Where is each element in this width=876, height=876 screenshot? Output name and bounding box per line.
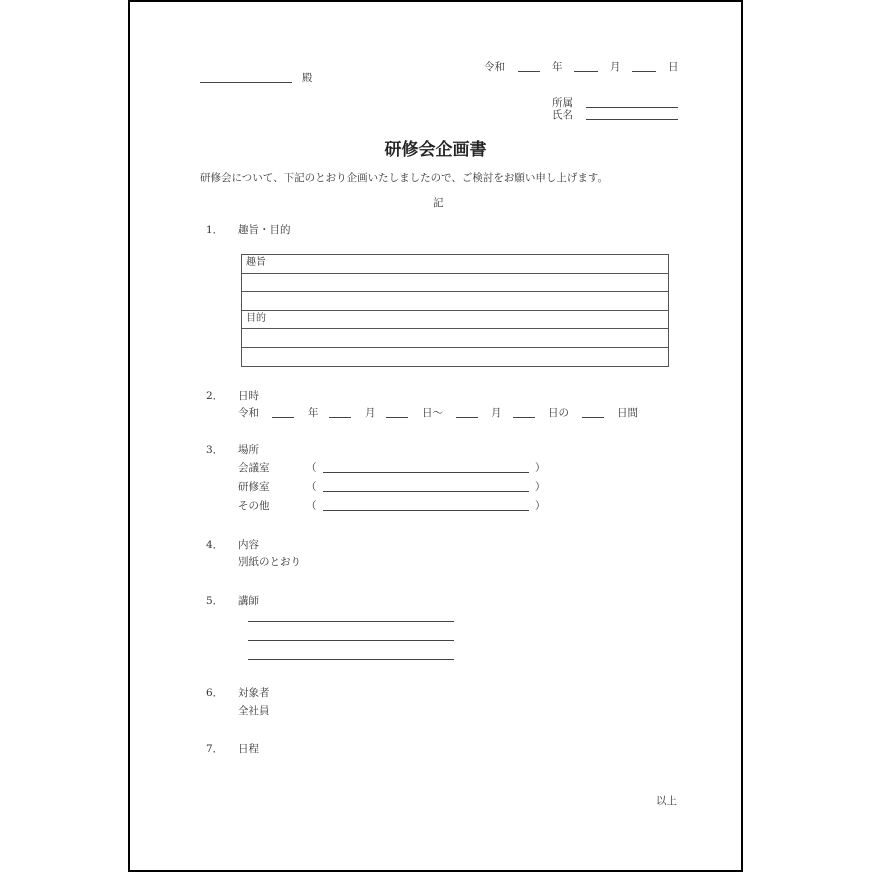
section5-label: 講師 xyxy=(238,595,259,607)
recipient-suffix: 殿 xyxy=(302,72,313,84)
dt-day-blank[interactable] xyxy=(386,417,408,418)
section7-label: 日程 xyxy=(238,743,259,755)
dt-month: 月 xyxy=(365,407,376,419)
section1-number: 1． xyxy=(206,224,224,236)
date-era: 令和 xyxy=(484,61,505,73)
dt-month2: 月 xyxy=(491,407,502,419)
section6-value: 全社員 xyxy=(238,705,270,717)
place-meeting-room-label: 会議室 xyxy=(238,462,270,474)
section4-value: 別紙のとおり xyxy=(238,556,301,568)
training-room-blank[interactable] xyxy=(323,491,529,492)
section7-number: 7． xyxy=(206,743,224,755)
dt-days: 日間 xyxy=(617,407,638,419)
purpose-input-row[interactable] xyxy=(242,274,668,293)
section3-number: 3． xyxy=(206,444,224,456)
close-paren: ） xyxy=(535,500,546,512)
name-blank[interactable] xyxy=(586,119,678,120)
year-blank[interactable] xyxy=(518,71,540,72)
month-blank[interactable] xyxy=(574,71,598,72)
objective-input-row[interactable] xyxy=(242,329,668,348)
section4-label: 内容 xyxy=(238,539,259,551)
open-paren: （ xyxy=(306,481,317,493)
dt-day2-blank[interactable] xyxy=(513,417,535,418)
close-paren: ） xyxy=(535,481,546,493)
open-paren: （ xyxy=(306,462,317,474)
meeting-room-blank[interactable] xyxy=(323,472,529,473)
lecturer-blank[interactable] xyxy=(248,659,454,660)
section3-label: 場所 xyxy=(238,444,259,456)
place-training-room-label: 研修室 xyxy=(238,481,270,493)
close-paren: ） xyxy=(535,462,546,474)
lecturer-blank[interactable] xyxy=(248,621,454,622)
section1-label: 趣旨・目的 xyxy=(238,224,291,236)
dt-month2-blank[interactable] xyxy=(456,417,478,418)
ki-marker: 記 xyxy=(433,197,444,209)
dt-day-range: 日～ xyxy=(422,407,443,419)
objective-input-row[interactable] xyxy=(242,348,668,367)
intro-text: 研修会について、下記のとおり企画いたしましたので、ご検討をお願い申し上げます。 xyxy=(200,172,609,184)
dt-day-of: 日の xyxy=(548,407,569,419)
purpose-header-row: 趣旨 xyxy=(242,255,668,274)
dt-days-blank[interactable] xyxy=(582,417,604,418)
purpose-input-row[interactable] xyxy=(242,292,668,311)
section6-label: 対象者 xyxy=(238,687,270,699)
purpose-table xyxy=(241,254,669,367)
affiliation-label: 所属 xyxy=(552,97,573,109)
date-year: 年 xyxy=(552,61,563,73)
closing-text: 以上 xyxy=(656,795,677,807)
other-place-blank[interactable] xyxy=(323,510,529,511)
dt-year: 年 xyxy=(308,407,319,419)
section2-label: 日時 xyxy=(238,390,259,402)
lecturer-blank[interactable] xyxy=(248,640,454,641)
name-label: 氏名 xyxy=(552,109,573,121)
dt-month-blank[interactable] xyxy=(329,417,351,418)
day-blank[interactable] xyxy=(632,71,656,72)
affiliation-blank[interactable] xyxy=(586,107,678,108)
document-page xyxy=(128,0,743,872)
dt-year-blank[interactable] xyxy=(272,417,294,418)
document-title: 研修会企画書 xyxy=(384,140,487,160)
open-paren: （ xyxy=(306,500,317,512)
recipient-blank[interactable] xyxy=(200,82,292,83)
section5-number: 5． xyxy=(206,595,224,607)
date-day: 日 xyxy=(668,61,679,73)
objective-header-row: 目的 xyxy=(242,311,668,330)
section2-number: 2． xyxy=(206,390,224,402)
place-other-label: その他 xyxy=(238,500,270,512)
date-month: 月 xyxy=(610,61,621,73)
section6-number: 6． xyxy=(206,687,224,699)
dt-era: 令和 xyxy=(238,407,259,419)
section4-number: 4． xyxy=(206,539,224,551)
